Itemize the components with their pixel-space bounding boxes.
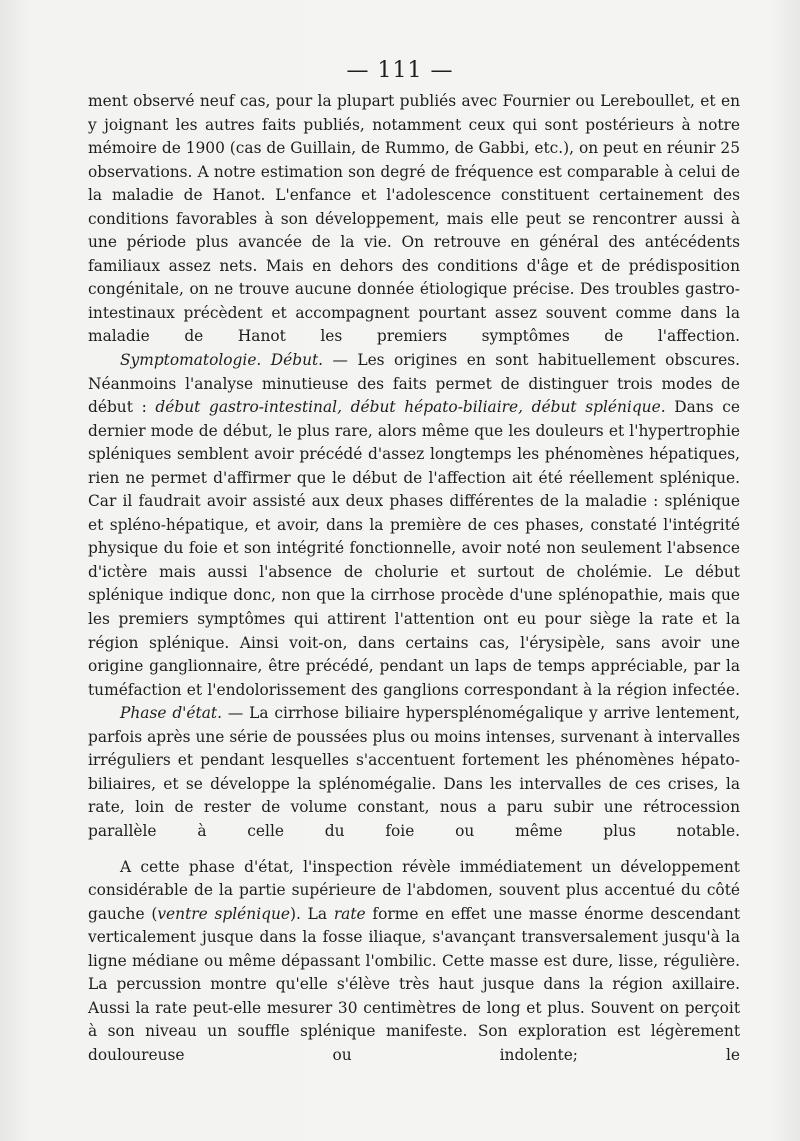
paragraph-3 <box>88 702 740 843</box>
p4-seg-0: A cette phase d'état, l'inspection révèle immédiatement un développement considérable de la partie supérieure de l'abdomen, souvent plus accentué du côté gauche ( <box>88 857 740 923</box>
p2-seg-2-modes: début gastro-intestinal, début hépato-biliaire, début splénique. <box>155 398 666 417</box>
p2-seg-1: — Les origines en sont habituellement obscures. Néanmoins l'analyse minutieuse des faits permet de distinguer trois modes de début : <box>88 351 740 417</box>
paragraph-4 <box>88 856 740 1068</box>
body-text <box>88 90 740 1067</box>
paragraph-gap <box>88 844 740 856</box>
p2-heading-symptomatologie: Symptomatologie. Début. <box>120 351 324 370</box>
p2-seg-3: Dans ce dernier mode de début, le plus rare, alors même que les douleurs et l'hypertrophie spléniques semblent avoir précédé d'assez longtemps les phénomènes hépatiques, rien ne permet d'affirmer que le début de l'affection ait été réellement splénique. Car il faudrait avoir assisté aux deux phases différentes de la maladie : splénique et spléno-hépatique, et avoir, dans la première de ces phases, constaté l'intégrité physique du foie et son intégrité fonctionnelle, avoir noté non seulement l'absence d'ictère mais aussi l'absence de cholurie et surtout de cholémie. Le début splénique indique donc, non que la cirrhose procède d'une splénopathie, mais que les premiers symptômes qui attirent l'attention ont eu pour siège la rate et la région splénique. Ainsi voit-on, dans certains cas, l'érysipèle, sans avoir une origine ganglionnaire, être précédé, pendant un laps de temps appréciable, par la tuméfaction et l'endolorissement des ganglions correspondant à la région infectée. <box>88 398 740 699</box>
p3-seg-1: — La cirrhose biliaire hypersplénomégalique y arrive lentement, parfois après une série de poussées plus ou moins intenses, survenant à intervalles irréguliers et pendant lesquelles s'accentuent fortement les phénomènes hépato-biliaires, et se développe la splénomégalie. Dans les intervalles de ces crises, la rate, loin de rester de volume constant, nous a paru subir une rétrocession parallèle à celle du foie ou même plus notable. <box>88 704 740 840</box>
p1-seg-0: ment observé neuf cas, pour la plupart publiés avec Fournier ou Lereboullet, et en y joignant les autres faits publiés, notamment ceux qui sont postérieurs à notre mémoire de 1900 (cas de Guillain, de Rummo, de Gabbi, etc.), on peut en réunir 25 observations. A notre estimation son degré de fréquence est comparable à celui de la maladie de Hanot. L'enfance et l'adolescence constituent certainement des conditions favorables à son développement, mais elle peut se rencontrer aussi à une période plus avancée de la vie. On retrouve en général des antécédents familiaux assez nets. Mais en dehors des conditions d'âge et de prédisposition congénitale, on ne trouve aucune donnée étiologique précise. Des troubles gastro-intestinaux précèdent et accompagnent pourtant assez souvent comme dans la maladie de Hanot les premiers symptômes de l'affection. <box>88 92 740 346</box>
p4-seg-1-ventre: ventre splénique <box>157 904 290 923</box>
p4-seg-2: ). La <box>289 904 334 923</box>
p4-seg-4: forme en effet une masse énorme descendant verticalement jusque dans la fosse iliaque, s'avançant transversalement jusqu'à la ligne médiane ou même dépassant l'ombilic. Cette masse est dure, lisse, régulière. La percussion montre qu'elle s'élève très haut jusque dans la région axillaire. Aussi la rate peut-elle mesurer 30 centimètres de long et plus. Souvent on perçoit à son niveau un souffle splénique manifeste. Son exploration est légèrement douloureuse ou indolente; le <box>88 904 741 1064</box>
page-number: — 111 — <box>346 58 454 83</box>
p4-seg-3-rate: rate <box>333 904 366 923</box>
p3-heading-phase-etat: Phase d'état. <box>120 704 222 723</box>
paragraph-1 <box>88 90 740 349</box>
paragraph-2 <box>88 349 740 702</box>
